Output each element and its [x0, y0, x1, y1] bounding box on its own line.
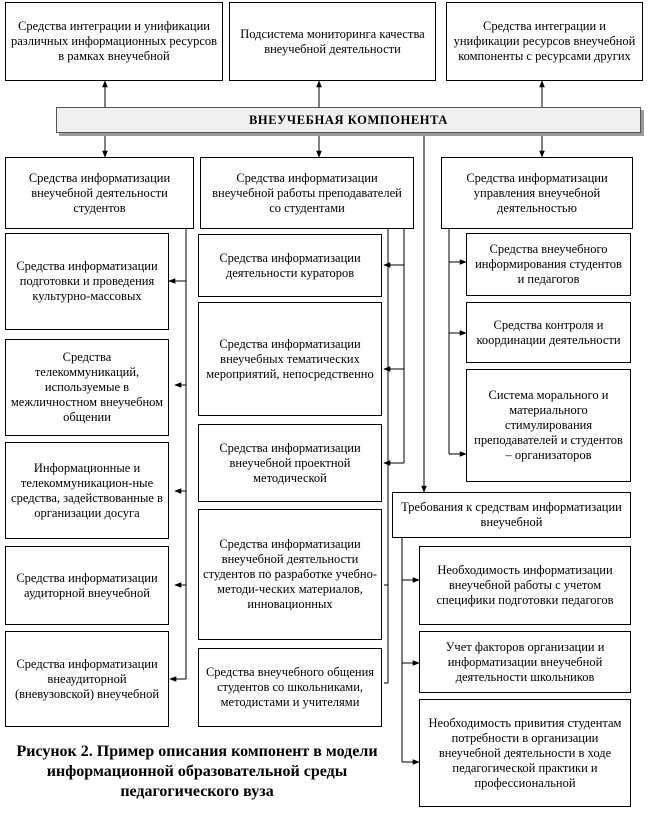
students-item-1-text: Средства информатизации подготовки и проведения культурно-массовых	[16, 259, 158, 303]
management-item-2	[466, 302, 631, 363]
requirements-item-3-text: Необходимость привития студентам потребности в организации внеучебной деятельности в ходе педагогической практики и профессиональной	[428, 715, 622, 790]
requirements-item-1	[419, 546, 631, 625]
requirements-group-title: Требования к средствам информатизации внеучебной	[401, 500, 622, 529]
requirements-item-2-text: Учет факторов организации и информатизации внеучебной деятельности школьников	[445, 639, 605, 684]
teachers-item-4	[198, 509, 382, 640]
central-component-label: ВНЕУЧЕБНАЯ КОМПОНЕНТА	[248, 112, 449, 127]
students-item-5-text: Средства информатизации внеаудиторной (вневузовской) внеучебной	[14, 656, 160, 701]
figure-caption: Рисунок 2. Пример описания компонент в модели информационной образовательной среды педагогического вуза	[16, 743, 378, 800]
management-item-1-text: Средства внеучебного информирования студентов и педагогов	[475, 242, 622, 286]
students-item-2-text: Средства телекоммуникаций, используемые в межличностном внеучебном общении	[10, 350, 164, 424]
central-component-bar	[56, 107, 641, 133]
teachers-item-1-text: Средства информатизации деятельности кураторов	[219, 250, 361, 280]
teachers-item-5-text: Средства внеучебного общения студентов со школьниками, методистами и учителями	[205, 665, 375, 709]
top-left-text: Средства интеграции и унификации различных информационных ресурсов в рамках внеучебной	[10, 19, 218, 63]
students-group-header	[5, 157, 194, 229]
management-group-title: Средства информатизации управления внеучебной деятельностью	[466, 170, 608, 215]
top-right-text: Средства интеграции и унификации ресурсов внеучебной компоненты с ресурсами других	[453, 19, 636, 63]
teachers-item-5	[198, 648, 382, 727]
students-item-4	[5, 546, 169, 625]
management-item-3-text: Система морального и материального стимулирования преподавателей и студентов – организаторов	[474, 388, 623, 462]
students-item-1	[5, 233, 169, 330]
management-item-3	[466, 369, 631, 482]
top-center-box	[229, 2, 436, 81]
students-item-3-text: Информационные и телекоммуникацион-ные средства, задействованные в организации досуга	[11, 460, 163, 520]
students-item-2	[5, 339, 169, 436]
top-center-text: Подсистема мониторинга качества внеучебной деятельности	[240, 26, 425, 56]
requirements-item-3	[419, 699, 631, 807]
teachers-group-title: Средства информатизации внеучебной работы преподавателей со студентами	[212, 170, 402, 215]
management-group-header	[441, 157, 633, 229]
management-item-1	[466, 233, 631, 296]
requirements-item-1-text: Необходимость информатизации внеучебной работы с учетом специфики подготовки педагогов	[436, 563, 614, 607]
management-item-2-text: Средства контроля и координации деятельности	[476, 317, 621, 347]
students-item-5	[5, 631, 169, 727]
teachers-item-3	[198, 424, 382, 502]
students-group-title: Средства информатизации внеучебной деятельности студентов	[28, 170, 171, 215]
teachers-item-2	[198, 302, 382, 416]
students-item-4-text: Средства информатизации аудиторной внеучебной	[16, 570, 158, 600]
teachers-item-4-text: Средства информатизации внеучебной деятельности студентов по разработке учебно-методи-ческих материалов, инновационных	[203, 537, 377, 611]
top-right-box	[446, 2, 643, 81]
top-left-box	[5, 2, 223, 81]
teachers-item-3-text: Средства информатизации внеучебной проектной методической	[219, 440, 361, 485]
teachers-item-2-text: Средства информатизации внеучебных тематических мероприятий, непосредственно	[206, 336, 374, 381]
requirements-group-header	[392, 492, 631, 538]
students-item-3	[5, 442, 169, 539]
requirements-item-2	[419, 631, 631, 693]
teachers-item-1	[198, 234, 382, 297]
teachers-group-header	[200, 157, 414, 229]
